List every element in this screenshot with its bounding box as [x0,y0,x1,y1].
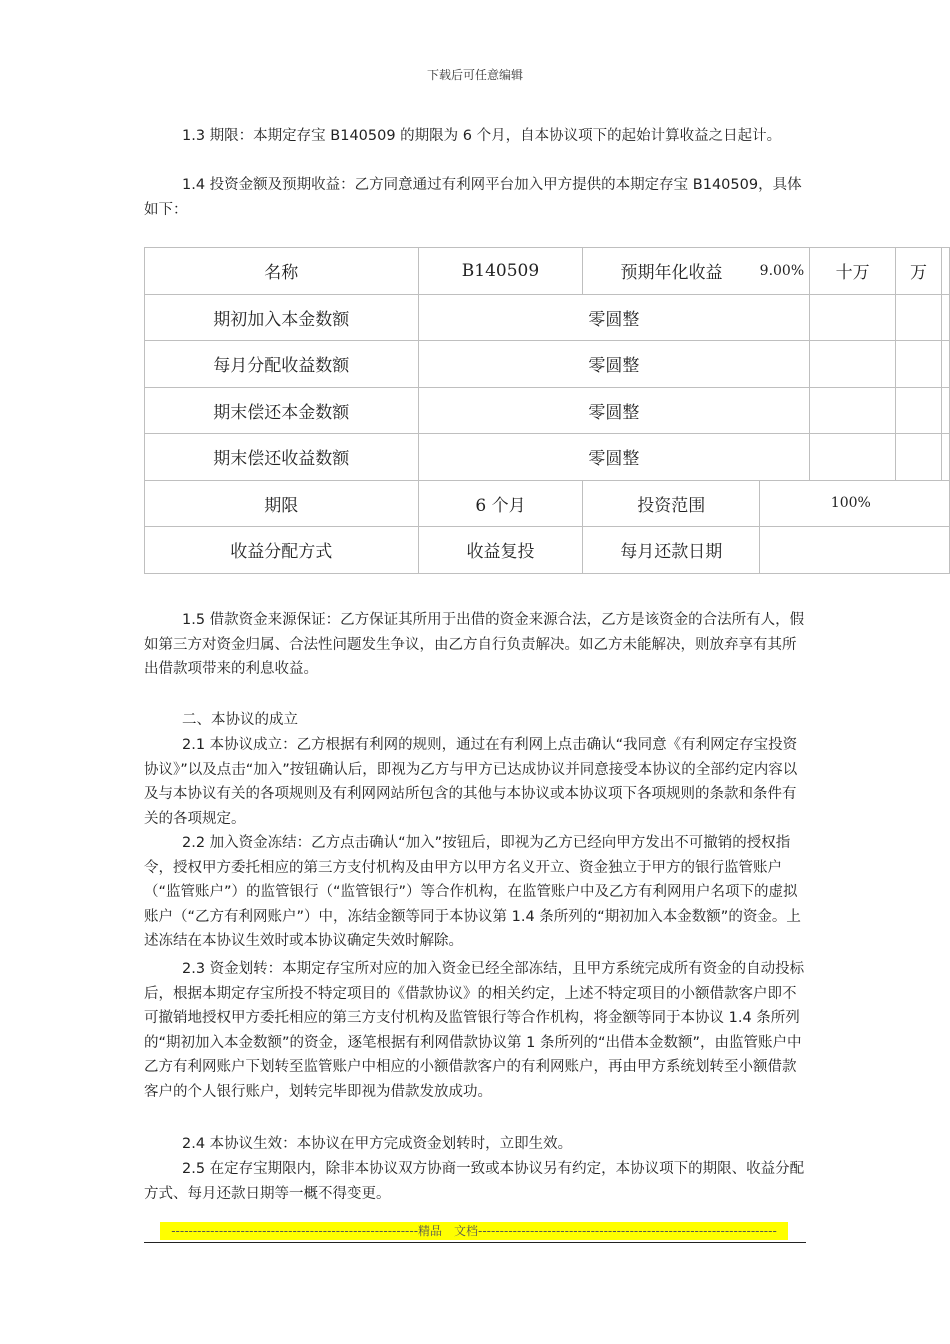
row-label: 期初加入本金数额 [145,294,419,341]
clause-1-3: 1.3 期限：本期定存宝 B140509 的期限为 6 个月，自本协议项下的起始计算收益之日起计。 [182,128,782,144]
empty-cell [810,434,896,481]
table-edge-cell [941,294,949,341]
clause-2-1: 2.1 本协议成立：乙方根据有利网的规则，通过在有利网上点击确认“我同意《有利网定存宝投资协议》”以及点击“加入”按钮确认后，即视为乙方与甲方已达成协议并同意接受本协议的全部约定内容以及与本协议有关的各项规则及有利网网站所包含的其他与本协议或本协议项下各项规则的条款和条件有关的各项规定。 [144,737,798,827]
table-edge-cell [941,480,949,527]
clause-2-5: 2.5 在定存宝期限内，除非本协议双方协商一致或本协议另有约定，本协议项下的期限、收益分配方式、每月还款日期等一概不得变更。 [144,1161,805,1202]
clause-2-4: 2.4 本协议生效：本协议在甲方完成资金划转时，立即生效。 [182,1136,573,1152]
section-2-title: 二、本协议的成立 [182,712,298,728]
clause-2-2: 2.2 加入资金冻结：乙方点击确认“加入”按钮后，即视为乙方已经向甲方发出不可撤销的授权指令，授权甲方委托相应的第三方支付机构及由甲方以甲方名义开立、资金独立于甲方的银行监管账户（“监管账户”）的监管银行（“监管银行”）等合作机构，在监管账户中及乙方有利网用户名项下的虚拟账户（“乙方有利网账户”）中，冻结金额等同于本协议第 1.4 条所列的“期初加入本金数额”的资金。上述冻结在本协议生效时或本协议确定失效时解除。 [144,835,801,949]
rate-value: 9.00% [760,248,810,295]
row-value: 零圆整 [418,387,810,434]
table-row [145,341,950,388]
unit-ten-thousand: 万 [896,248,942,295]
row-value: 零圆整 [418,434,810,481]
row-label: 期末偿还本金数额 [145,387,419,434]
empty-cell [810,387,896,434]
clause-1-4: 1.4 投资金额及预期收益：乙方同意通过有利网平台加入甲方提供的本期定存宝 B140509，具体如下： [144,177,802,218]
empty-cell [896,434,942,481]
table-row [145,527,950,574]
row-value: 零圆整 [418,341,810,388]
table-edge-cell [941,248,949,295]
table-row [145,294,950,341]
name-label: 名称 [145,248,419,295]
table-edge-cell [941,341,949,388]
row-value: 零圆整 [418,294,810,341]
rate-label: 预期年化收益 [583,248,760,295]
table-row [145,248,950,295]
table-edge-cell [941,527,949,574]
footer-divider [144,1242,806,1243]
clause-1-5: 1.5 借款资金来源保证：乙方保证其所用于出借的资金来源合法，乙方是该资金的合法所有人，假如第三方对资金归属、合法性问题发生争议，由乙方自行负责解决。如乙方未能解决，则放弃享有其所出借款项带来的利息收益。 [144,612,805,677]
row-label: 期末偿还收益数额 [145,434,419,481]
empty-cell [810,341,896,388]
product-code: B140509 [418,248,583,295]
unit-hundred-thousand: 十万 [810,248,896,295]
empty-cell [810,294,896,341]
table-row [145,434,950,481]
table-edge-cell [941,434,949,481]
empty-cell [760,527,942,574]
scope-value: 100% [760,480,942,527]
row-label: 收益分配方式 [145,527,419,574]
clause-2-3: 2.3 资金划转：本期定存宝所对应的加入资金已经全部冻结，且甲方系统完成所有资金的自动投标后，根据本期定存宝所投不特定项目的《借款协议》的相关约定，上述不特定项目的小额借款客户即不可撤销地授权甲方委托相应的第三方支付机构及监管银行等合作机构，将金额等同于本协议 1.4 条所列的“期初加入本金数额”的资金，逐笔根据有利网借款协议第 1 条所列的“出借本金数额”，由监管账户中乙方有利网账户下划转至监管账户中相应的小额借款客户的有利网账户，再由甲方系统划转至小额借款客户的个人银行账户，划转完毕即视为借款发放成功。 [144,961,805,1100]
row-label: 每月分配收益数额 [145,341,419,388]
empty-cell [896,387,942,434]
scope-label: 投资范围 [583,480,760,527]
investment-table [144,247,950,574]
repayment-date-label: 每月还款日期 [583,527,760,574]
empty-cell [896,341,942,388]
row-label: 期限 [145,480,419,527]
table-row [145,387,950,434]
table-row [145,480,950,527]
table-edge-cell [941,387,949,434]
row-value: 6 个月 [418,480,583,527]
footer-watermark: ---------------------------------------------------------精品 文档--------------------------------------------------------------------- [160,1222,788,1240]
row-value: 收益复投 [418,527,583,574]
empty-cell [896,294,942,341]
page-header: 下载后可任意编辑 [426,68,523,82]
